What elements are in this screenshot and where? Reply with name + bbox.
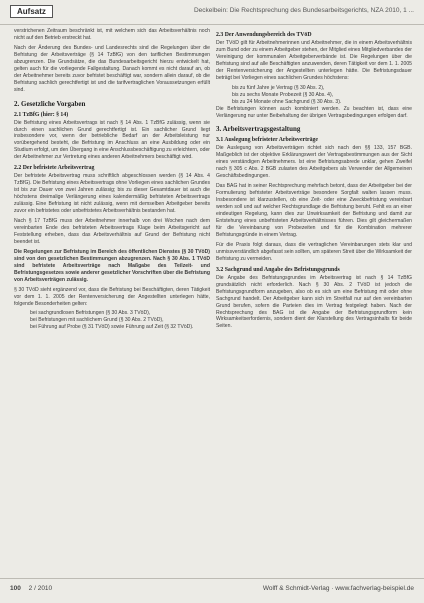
subsection-heading: 2.1 TzBfG (hier: § 14) [14,111,69,118]
right-column [216,28,412,333]
list-item: bei Befristungen mit sachlichem Grund (§ 30 Abs. 2 TVöD), [30,317,164,324]
paragraph: Die Auslegung von Arbeitsverträgen richtet sich nach den §§ 133, 157 BGB. Maßgeblich ist der objektive Erklärungswert der Vertragsbestimmungen aus der Sicht eines verständigen Arbeitnehmers. Ist eine Befristungsabrede unklar, gehen Zweifel nach § 305 c Abs. 2 BGB zulasten des Arbeitgebers als Verwender der Allgemeinen Geschäftsbedingungen. [216,145,412,180]
header-citation: Deckelbein: Die Rechtsprechung des Bundesarbeitsgerichts, NZA 2010, 1 ... [193,7,414,14]
page-number: 100 [10,585,21,592]
paragraph: Nach § 17 TzBfG muss der Arbeitnehmer innerhalb von drei Wochen nach dem vereinbarten Ende des befristeten Arbeitsvertrags Klage beim Arbeitsgericht auf Feststellung erheben, dass das Arbeitsverhältnis auf Grund der Befristung nicht beendet ist. [14,218,210,245]
list-item: bis zu sechs Monate Probezeit (§ 30 Abs. 4), [232,91,334,98]
paragraph: Der TVöD gilt für Arbeitnehmerinnen und Arbeitnehmer, die in einem Arbeitsverhältnis zum Bund oder zu einem Arbeitgeber stehen, der Mitglied eines Mitgliedverbandes der Vereinigung der kommunalen Arbeitgeberverbände ist. Die Regelungen über die Befristung sind auf alle Beschäftigten anzuwenden, deren Tätigkeit vor dem 1. 1. 2005 der Rentenversicherung der Angestellten unterlegen hätte. Die Befristungsdauer beträgt bei Vorliegen eines sachlichen Grundes höchstens: [216,40,412,81]
subsection-heading: 2.3 Der Anwendungsbereich des TVöD [216,32,312,38]
paragraph: § 30 TVöD sieht ergänzend vor, dass die Befristung bei Beschäftigten, deren Tätigkeit vor dem 1. 1. 2005 der Rentenversicherung der Angestellten unterlegen hätte, folgende Besonderheiten gelten: [14,286,210,307]
paragraph: Die Befristung eines Arbeitsvertrags ist nach § 14 Abs. 1 TzBfG zulässig, wenn sie durch einen sachlichen Grund gerechtfertigt ist. Ein sachlicher Grund liegt insbesondere vor, wenn der betriebliche Bedarf an der Arbeitsleistung nur vorübergehend besteht, die Befristung im Anschluss an eine Ausbildung oder ein Studium erfolgt, um den Übergang in eine Anschlussbeschäftigung zu erleichtern, oder der Arbeitnehmer zur Vertretung eines anderen Arbeitnehmers beschäftigt wird. [14,119,210,161]
list-item: bis zu 24 Monate ohne Sachgrund (§ 30 Abs. 3). [232,98,342,105]
list-item: bei Führung auf Probe (§ 31 TVöD) sowie Führung auf Zeit (§ 32 TVöD). [30,324,194,331]
section-tab: Aufsatz [10,5,53,18]
section-heading: 3. Arbeitsvertragsgestaltung [216,125,301,134]
paragraph: Die Befristungen können auch kombiniert werden. Zu beachten ist, dass eine Verlängerung nur unter Beibehaltung der übrigen Vertragsbedingungen erfolgen darf. [216,105,412,119]
page-footer [0,578,424,603]
bold-paragraph: Die Regelungen zur Befristung im Bereich des öffentlichen Dienstes (§ 30 TVöD) sind von den gesetzlichen Bestimmungen abzugrenzen. Nach § 30 Abs. 1 TVöD sind befristete Arbeitsverträge nach Maßgabe des Teilzeit- und Befristungsgesetzes sowie anderer gesetzlicher Vorschriften über die Befristung von Arbeitsverträgen zulässig. [14,248,210,283]
subsection-heading: 2.2 Der befristete Arbeitsvertrag [14,165,95,172]
list-item: bei sachgrundlosen Befristungen (§ 30 Abs. 3 TVöD), [30,310,151,317]
section-heading: 2. Gesetzliche Vorgaben [14,99,86,108]
subsection-heading: 3.2 Sachgrund und Angabe des Befristungsgrunds [216,266,340,273]
footer-page-info [10,585,52,592]
paragraph: Der befristete Arbeitsvertrag muss schriftlich abgeschlossen werden (§ 14 Abs. 4 TzBfG). Die Befristung eines Arbeitsvertrags ohne Vorliegen eines sachlichen Grundes ist bis zur Dauer von zwei Jahren zulässig; bis zu dieser Gesamtdauer ist auch die höchstens dreimalige Verlängerung eines kalendermäßig befristeten Arbeitsvertrags zulässig. Eine Befristung ist nicht zulässig, wenn mit demselben Arbeitgeber bereits zuvor ein befristetes oder unbefristetes Arbeitsverhältnis bestanden hat. [14,173,210,215]
subsection-heading: 3.1 Auslegung befristeter Arbeitsverträge [216,137,318,144]
paragraph: Das BAG hat in seiner Rechtsprechung mehrfach betont, dass der Arbeitgeber bei der Formulierung befristeter Arbeitsverträge besondere Sorgfalt walten lassen muss. Insbesondere ist klarzustellen, ob eine Zeit- oder eine Zweckbefristung vereinbart werden soll und auf welcher Rechtsgrundlage die Befristung beruht. Fehlt es an einer eindeutigen Regelung, kann dies zur Unwirksamkeit der Befristung und damit zur Entstehung eines unbefristeten Arbeitsverhältnisses führen. Dies gilt gleichermaßen für die Vereinbarung von Probezeiten und für die Kombination mehrerer Befristungsgründe in einem Vertrag. [216,183,412,238]
left-column [14,28,210,331]
paragraph: verstrichenen Zeitraum beschränkt ist, mit welchem sich das Arbeitsverhältnis noch nicht auf den Betrieb erstreckt hat. [14,28,210,41]
page-header [0,0,424,25]
list-item: bis zu fünf Jahre je Vertrag (§ 30 Abs. 2), [232,84,325,91]
footer-publisher: Wolff & Schmidt-Verlag · www.fachverlag-beispiel.de [262,585,414,592]
paragraph: Für die Praxis folgt daraus, dass die vertraglichen Vereinbarungen stets klar und unmissverständlich abgefasst sein sollten, um späteren Streit über die Wirksamkeit der Befristung zu vermeiden. [216,241,412,262]
paragraph: Die Angabe des Befristungsgrundes im Arbeitsvertrag ist nach § 14 TzBfG grundsätzlich nicht erforderlich. Nach § 30 Abs. 2 TVöD ist jedoch die Befristungsgrundform anzugeben, also ob es sich um eine Befristung mit oder ohne Sachgrund handelt. Der Arbeitgeber kann sich im Streitfall nur auf den vereinbarten Grund berufen, sofern die Parteien dies im Vertrag festgelegt haben. Nach der Rechtsprechung des BAG ist die Angabe der Befristungsgrundform kein Wirksamkeitserfordernis, sondern dient der Klarstellung des Vertragsinhalts für beide Seiten. [216,274,412,330]
issue-number: 2 / 2010 [28,585,53,592]
paragraph: Nach der Änderung des Bundes- und Landesrechts sind die Regelungen über die Befristung der Arbeitsverträge (§ 14 TzBfG) von den tariflichen Bestimmungen abzugrenzen. Die Grundsätze, die das Bundesarbeitsgericht hierzu entwickelt hat, gelten auch für die vorliegende Fallgestaltung. Danach kommt es nicht darauf an, ob der Arbeitnehmer bereits zuvor befristet beschäftigt war, sondern allein darauf, ob die Befristung sachlich gerechtfertigt ist und die tarifvertraglichen Voraussetzungen erfüllt sind. [14,44,210,93]
